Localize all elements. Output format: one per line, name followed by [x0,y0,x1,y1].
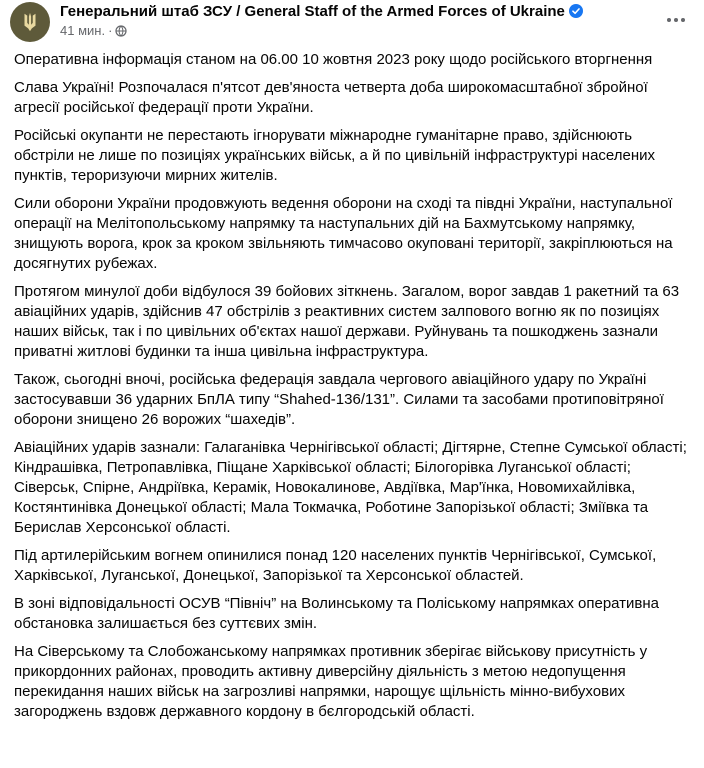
post-paragraph: Також, сьогодні вночі, російська федерація завдала чергового авіаційного удару по Україні застосувавши 36 ударних БпЛА типу “Shahed-136/131”. Силами та засобами протиповітряної оборони знищено 26 ворожих “шахедів”. [14,371,664,428]
post-paragraph: На Сіверському та Слобожанському напрямках противник зберігає військову присутність у прикордонних районах, проводить активну диверсійну діяльність з метою недопущення перекидання наших військ на загрозливі напрямки, нарощує щільність мінно-вибухових загороджень вздовж державного кордону в бєлгородській області. [14,643,648,720]
post-paragraph: Протягом минулої доби відбулося 39 бойових зіткнень. Загалом, ворог завдав 1 ракетний та 63 авіаційних ударів, здійснив 47 обстрілів з реактивних систем залпового вогню як по позиціях наших військ, так і по цивільних об'єктах нашої держави. Руйнувань та пошкоджень зазнали приватні житлові будинки та інша цивільна інфраструктура. [14,283,680,360]
globe-icon[interactable] [115,25,127,37]
more-options-icon [681,18,685,22]
more-options-button[interactable] [658,2,694,38]
post-paragraph: Авіаційних ударів зазнали: Галаганівка Чернігівської області; Дігтярне, Степне Сумської області; Кіндрашівка, Петропавлівка, Піщане Харківської області; Білогорівка Луганської області; Сіверськ, Спірне, Андріївка, Керамік, Новокалинове, Авдіївка, Мар'їнка, Новомихайлівка, Костянтинівка Донецької області; Мала Токмачка, Роботине Запорізької області; Зміївка та Берислав Херсонської області. [14,439,687,536]
post-paragraph: Сили оборони України продовжують ведення оборони на сході та півдні України, наступальної операції на Мелітопольському напрямку та наступальних дій на Бахмутському напрямку, знищують ворога, крок за кроком звільняють тимчасово окуповані території, закріплюються на досягнутих рубежах. [14,195,673,272]
post-paragraph: Оперативна інформація станом на 06.00 10 жовтня 2023 року щодо російського вторгнення [14,51,653,68]
verified-badge-icon [569,4,583,18]
more-options-icon [674,18,678,22]
more-options-icon [667,18,671,22]
trident-emblem-icon [19,11,41,33]
post-body [0,44,704,722]
post-header [0,0,704,44]
meta-separator: · [108,23,113,38]
post-paragraph: Слава Україні! Розпочалася п'ятсот дев'яноста четверта доба широкомасштабної збройної агресії російської федерації проти України. [14,79,648,116]
post-paragraph: В зоні відповідальності ОСУВ “Північ” на Волинському та Поліському напрямках оперативна обстановка залишається без суттєвих змін. [14,595,660,632]
post-paragraph: Російські окупанти не перестають ігнорувати міжнародне гуманітарне право, здійснюють обстріли не лише по позиціях українських військ, а й по цивільній інфраструктурі населених пунктів, тероризуючи мирних жителів. [14,127,656,184]
page-avatar[interactable] [10,2,50,42]
post-meta [60,23,127,38]
post-paragraph: Під артилерійським вогнем опинилися понад 120 населених пунктів Чернігівської, Сумської, Харківської, Луганської, Донецької, Запорізької та Херсонської областей. [14,547,657,584]
post-timestamp[interactable]: 41 мин. [60,23,106,38]
page-name-text: Генеральний штаб ЗСУ / General Staff of the Armed Forces of Ukraine [60,3,565,20]
page-name-link[interactable] [60,3,583,20]
